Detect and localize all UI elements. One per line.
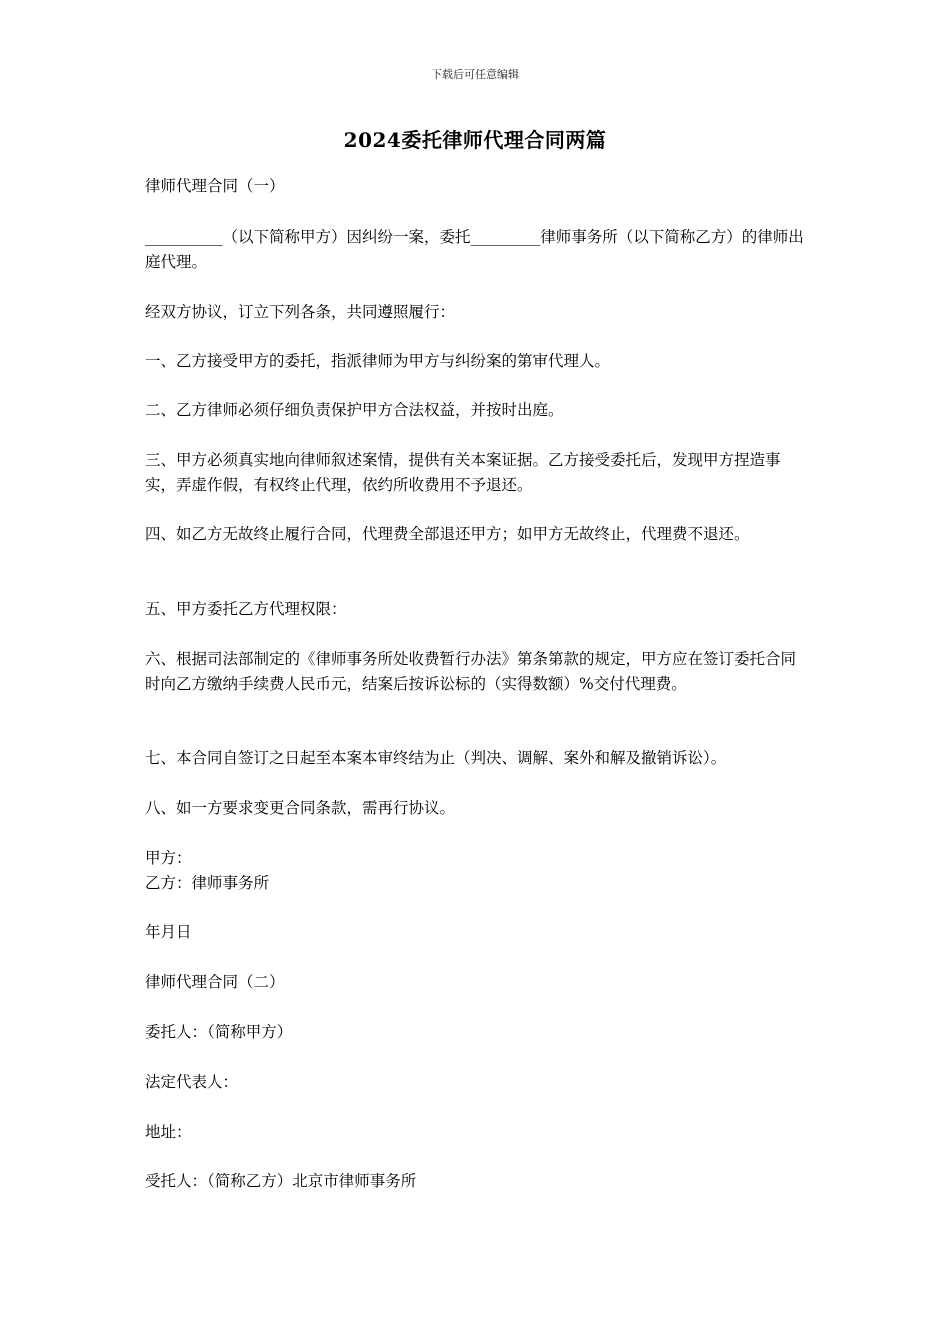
contract1-agreement: 经双方协议，订立下列各条，共同遵照履行： <box>145 303 456 321</box>
clause-6: 六、根据司法部制定的《律师事务所处收费暂行办法》第条第款的规定，甲方应在签订委托合同时向乙方缴纳手续费人民币元，结案后按诉讼标的（实得数额）%交付代理费。 <box>145 650 797 693</box>
address-line: 地址： <box>145 1123 192 1141</box>
legal-representative-line: 法定代表人： <box>145 1073 239 1091</box>
clause-2: 二、乙方律师必须仔细负责保护甲方合法权益，并按时出庭。 <box>145 401 564 419</box>
clause-5: 五、甲方委托乙方代理权限： <box>145 600 347 618</box>
clause-1: 一、乙方接受甲方的委托，指派律师为甲方与纠纷案的第审代理人。 <box>145 352 611 370</box>
contract1-heading: 律师代理合同（一） <box>145 177 285 195</box>
header-note: 下载后可任意编辑 <box>431 68 519 81</box>
clause-7: 七、本合同自签订之日起至本案本审终结为止（判决、调解、案外和解及撤销诉讼）。 <box>145 749 727 767</box>
agent-line: 受托人：（简称乙方）北京市律师事务所 <box>145 1172 417 1190</box>
clause-8: 八、如一方要求变更合同条款，需再行协议。 <box>145 799 456 817</box>
party-b-signature: 乙方：律师事务所 <box>145 874 270 892</box>
clause-3: 三、甲方必须真实地向律师叙述案情，提供有关本案证据。乙方接受委托后，发现甲方捏造事实，弄虚作假，有权终止代理，依约所收费用不予退还。 <box>145 451 781 494</box>
principal-line: 委托人：（简称甲方） <box>145 1023 293 1041</box>
party-a-signature: 甲方： <box>145 849 192 867</box>
clause-4: 四、如乙方无故终止履行合同，代理费全部退还甲方；如甲方无故终止，代理费不退还。 <box>145 525 750 543</box>
signing-date: 年月日 <box>145 923 192 941</box>
contract2-heading: 律师代理合同（二） <box>145 973 285 991</box>
document-title: 2024委托律师代理合同两篇 <box>343 128 607 152</box>
contract1-intro: __________（以下简称甲方）因纠纷一案，委托_________律师事务所（以下简称乙方）的律师出庭代理。 <box>145 228 804 271</box>
